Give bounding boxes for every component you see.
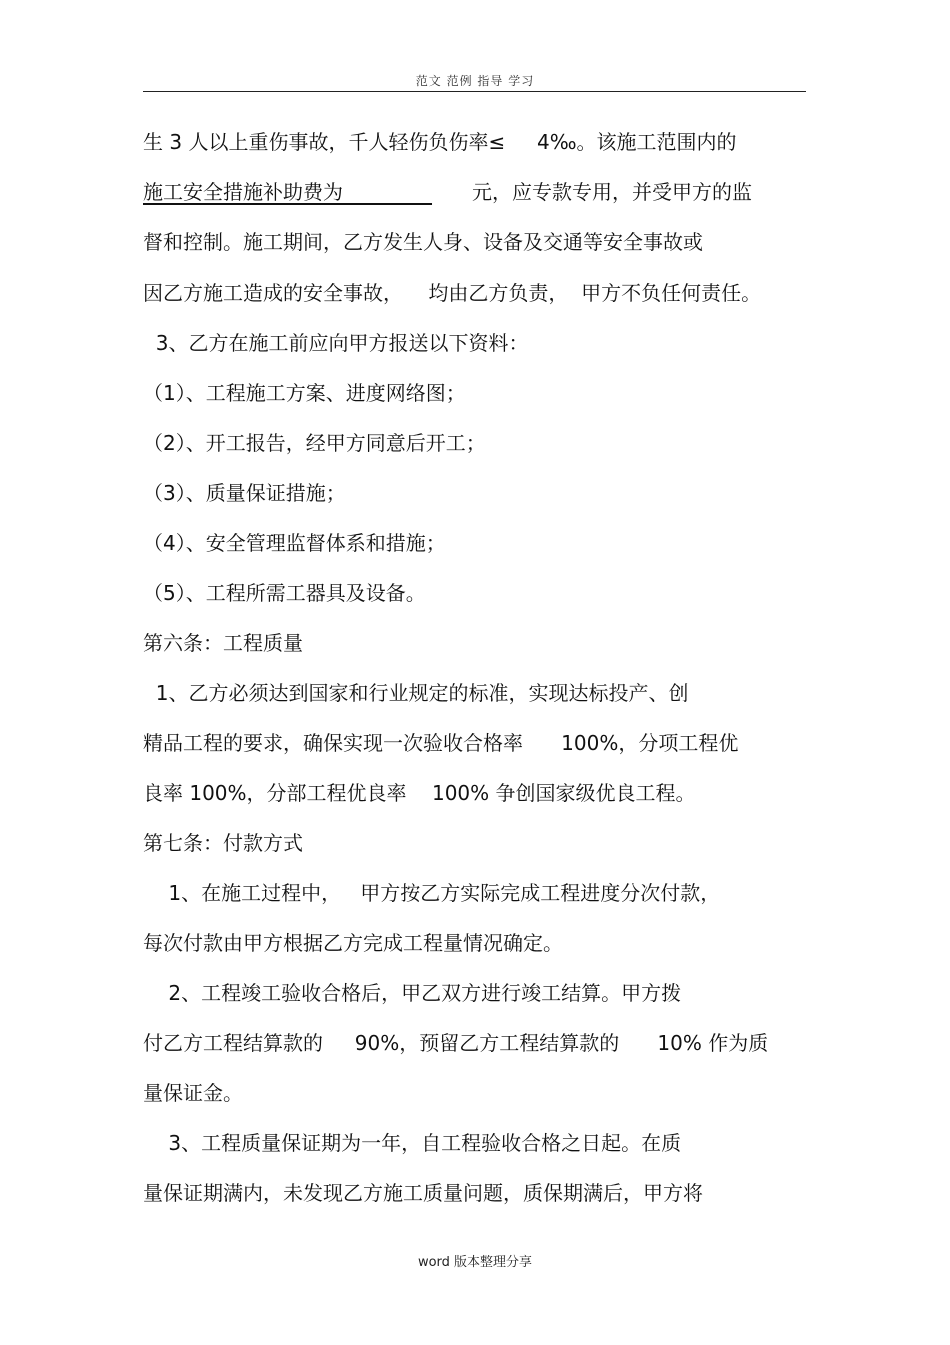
section-heading: 第六条：工程质量 [143,631,303,655]
list-item: （4）、安全管理监督体系和措施； [143,531,446,555]
list-item: （3）、质量保证措施； [143,481,346,505]
text-line: 生 3 人以上重伤事故，千人轻伤负伤率≤ 4‰。该施工范围内的 [143,130,737,154]
text-line: 1、乙方必须达到国家和行业规定的标准，实现达标投产、创 [143,681,689,705]
text-line: 良率 100%，分部工程优良率 100% 争创国家级优良工程。 [143,781,696,805]
page-header: 范文 范例 指导 学习 [415,74,535,88]
list-item: （2）、开工报告，经甲方同意后开工； [143,431,486,455]
text-line: 量保证期满内，未发现乙方施工质量问题，质保期满后，甲方将 [143,1181,703,1205]
text-line: 元，应专款专用，并受甲方的监 [472,180,752,204]
text-line: 每次付款由甲方根据乙方完成工程量情况确定。 [143,931,563,955]
text-line: 因乙方施工造成的安全事故， 均由乙方负责， 甲方不负任何责任。 [143,281,762,305]
list-item: （1）、工程施工方案、进度网络图； [143,381,466,405]
text-line: 2、工程竣工验收合格后，甲乙双方进行竣工结算。甲方拨 [143,981,682,1005]
text-line: 量保证金。 [143,1081,243,1105]
list-item: （5）、工程所需工器具及设备。 [143,581,426,605]
header-divider [143,91,806,92]
text-line: 3、乙方在施工前应向甲方报送以下资料： [143,331,529,355]
text-line: 3、工程质量保证期为一年，自工程验收合格之日起。在质 [143,1131,682,1155]
text-line: 1、在施工过程中， 甲方按乙方实际完成工程进度分次付款， [143,881,721,905]
text-line: 付乙方工程结算款的 90%，预留乙方工程结算款的 10% 作为质 [143,1031,769,1055]
text-line-underlined: 施工安全措施补助费为 [143,180,433,204]
text-line: 精品工程的要求，确保实现一次验收合格率 100%，分项工程优 [143,731,739,755]
section-heading: 第七条：付款方式 [143,831,303,855]
text-line: 督和控制。施工期间，乙方发生人身、设备及交通等安全事故或 [143,230,703,254]
page-footer: word 版本整理分享 [417,1255,533,1270]
